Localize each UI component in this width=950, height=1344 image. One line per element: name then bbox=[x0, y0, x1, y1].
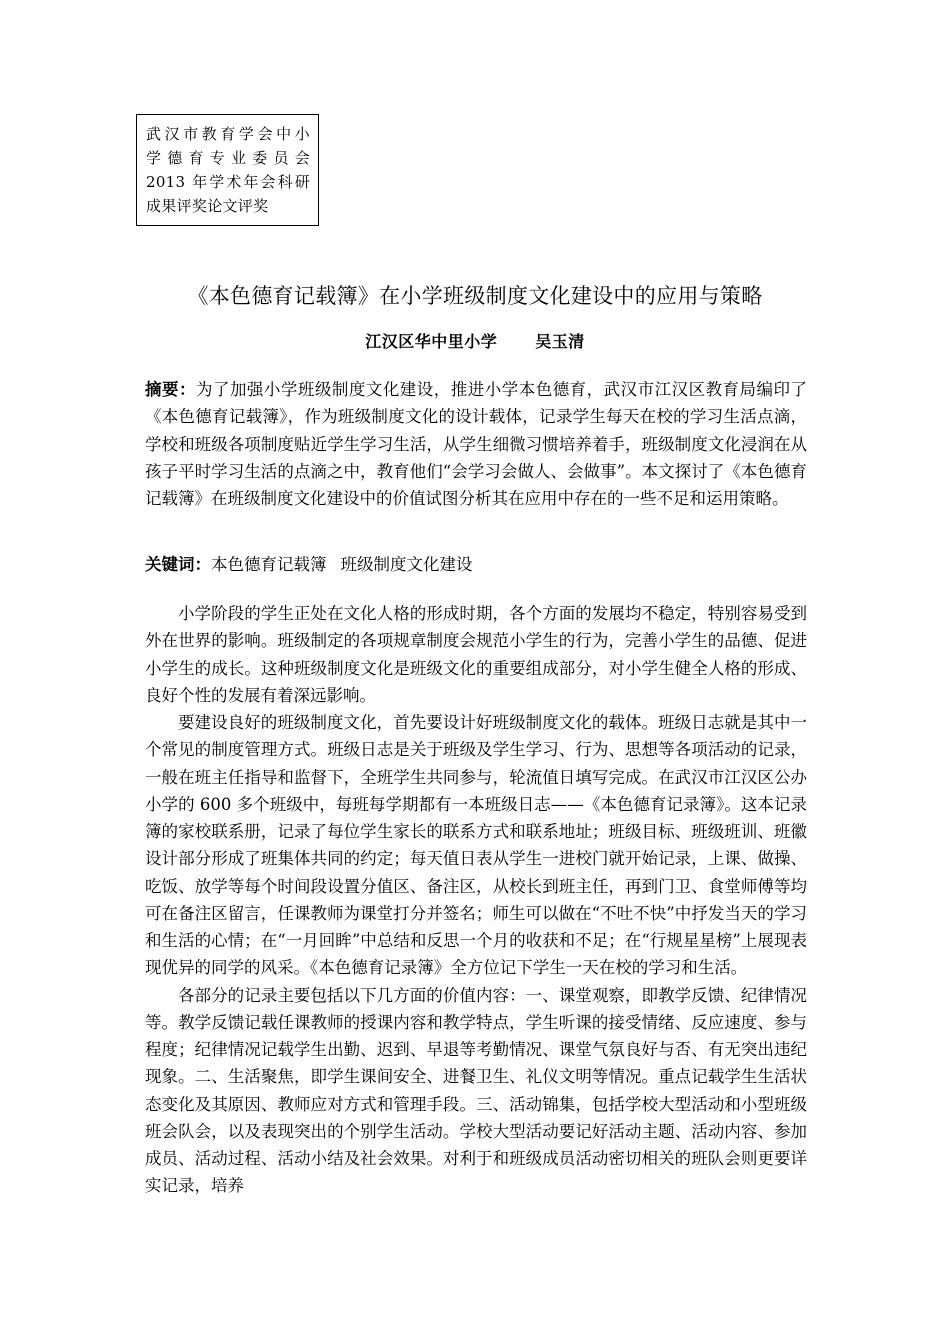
award-box bbox=[136, 114, 319, 226]
keywords bbox=[145, 551, 807, 578]
body-text bbox=[145, 600, 807, 1200]
author-name: 吴玉清 bbox=[535, 332, 585, 351]
keywords-label: 关键词： bbox=[145, 555, 211, 574]
body-paragraph: 各部分的记录主要包括以下几方面的价值内容：一、课堂观察，即教学反馈、纪律情况等。教学反馈记载任课教师的授课内容和教学特点，学生听课的接受情绪、反应速度、参与程度；纪律情况记载学生出勤、迟到、早退等考勤情况、课堂气氛良好与否、有无突出违纪现象。二、生活聚焦，即学生课间安全、进餐卫生、礼仪文明等情况。重点记载学生生活状态变化及其原因、教师应对方式和管理手段。三、活动锦集，包括学校大型活动和小型班级班会队会，以及表现突出的个别学生活动。学校大型活动要记好活动主题、活动内容、参加成员、活动过程、活动小结及社会效果。对利于和班级成员活动密切相关的班队会则更要详实记录，培养 bbox=[145, 985, 807, 1196]
award-line: 学德育专业委员会 bbox=[146, 149, 310, 167]
award-line: 2013 年学术年会科研 bbox=[146, 173, 310, 191]
keyword-item: 本色德育记载簿 bbox=[211, 555, 327, 574]
body-paragraph: 要建设良好的班级制度文化，首先要设计好班级制度文化的载体。班级日志就是其中一个常见的制度管理方式。班级日志是关于班级及学生学习、行为、思想等各项活动的记录，一般在班主任指导和监督下，全班学生共同参与，轮流值日填写完成。在武汉市江汉区公办小学的 600 多个班级中，每班每学期都有一本班级日志——《本色德育记录簿》。这本记录簿的家校联系册，记录了每位学生家长的联系方式和联系地址；班级目标、班级班训、班徽设计部分形成了班集体共同的约定；每天值日表从学生一进校门就开始记录，上课、做操、吃饭、放学等每个时间段设置分值区、备注区，从校长到班主任，再到门卫、食堂师傅等均可在备注区留言，任课教师为课堂打分并签名；师生可以做在“不吐不快”中抒发当天的学习和生活的心情；在“一月回眸”中总结和反思一个月的收获和不足；在“行规星星榜”上展现表现优异的同学的风采。《本色德育记录簿》全方位记下学生一天在校的学习和生活。 bbox=[145, 713, 807, 978]
paper-title: 《本色德育记载簿》在小学班级制度文化建设中的应用与策略 bbox=[187, 284, 763, 308]
abstract-text: 为了加强小学班级制度文化建设，推进小学本色德育，武汉市江汉区教育局编印了《本色德育记载簿》，作为班级制度文化的设计载体，记录学生每天在校的学习生活点滴，学校和班级各项制度贴近学生学习生活，从学生细微习惯培养着手，班级制度文化浸润在从孩子平时学习生活的点滴之中，教育他们“会学习会做人、会做事”。本文探讨了《本色德育记载簿》在班级制度文化建设中的价值试图分析其在应用中存在的一些不足和运用策略。 bbox=[145, 380, 808, 509]
author-line bbox=[0, 329, 950, 352]
abstract-label: 摘要： bbox=[145, 380, 196, 399]
keyword-item: 班级制度文化建设 bbox=[340, 555, 473, 574]
author-school: 江汉区华中里小学 bbox=[365, 332, 498, 351]
award-line: 武汉市教育学会中小 bbox=[146, 125, 310, 143]
body-paragraph: 小学阶段的学生正处在文化人格的形成时期，各个方面的发展均不稳定，特别容易受到外在世界的影响。班级制定的各项规章制度会规范小学生的行为，完善小学生的品德、促进小学生的成长。这种班级制度文化是班级文化的重要组成部分，对小学生健全人格的形成、良好个性的发展有着深远影响。 bbox=[145, 604, 807, 705]
award-line: 成果评奖论文评奖 bbox=[146, 197, 269, 215]
abstract bbox=[145, 376, 807, 512]
